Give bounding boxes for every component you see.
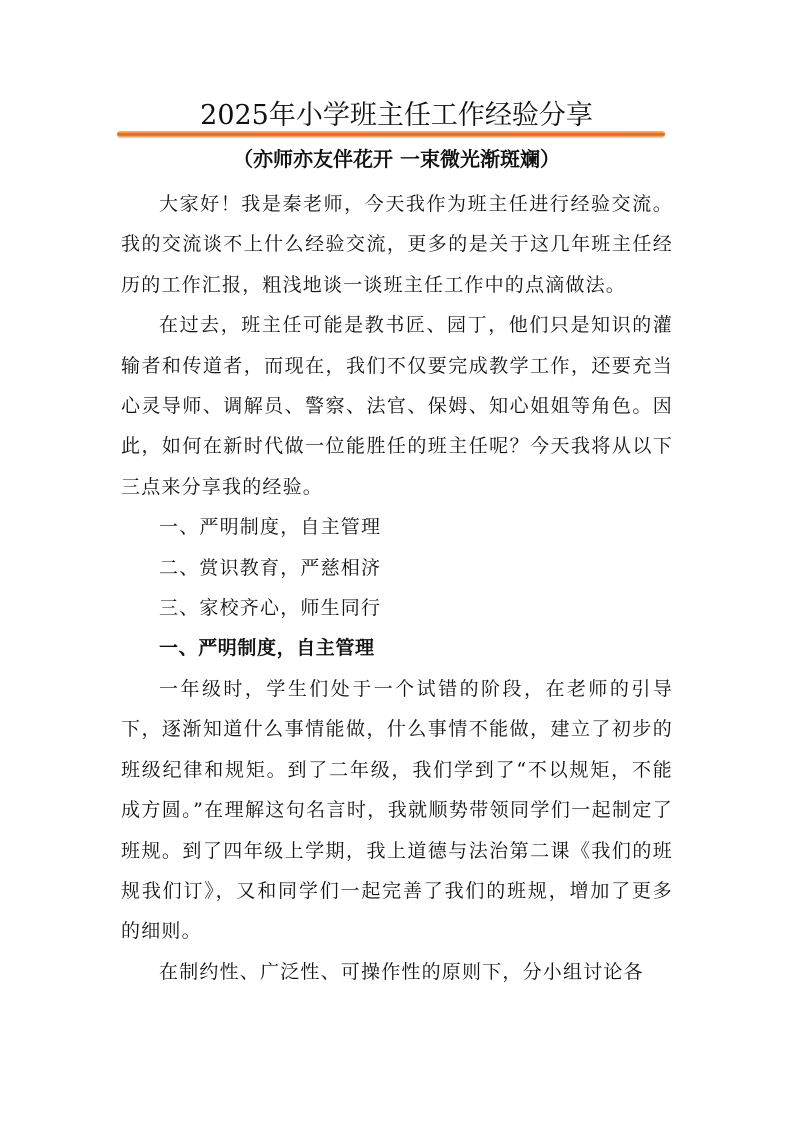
paragraph-section1-continued: 在制约性、广泛性、可操作性的原则下，分小组讨论各	[159, 960, 644, 983]
paragraph-greeting: 大家好！我是秦老师，今天我作为班主任进行经验交流。我的交流谈不上什么经验交流，更多的是关于这几年班主任经历的工作汇报，粗浅地谈一谈班主任工作中的点滴做法。	[121, 193, 673, 296]
outline-item-3: 三、家校齐心，师生同行	[159, 597, 382, 620]
title-underline-decoration	[117, 131, 665, 137]
document-title: 2025年小学班主任工作经验分享	[200, 100, 593, 131]
document-subtitle: （亦师亦友伴花开 一束微光渐斑斓）	[233, 147, 560, 171]
paragraph-introduction: 在过去，班主任可能是教书匠、园丁，他们只是知识的灌输者和传道者，而现在，我们不仅要完成教学工作，还要充当心灵导师、调解员、警察、法官、保姆、知心姐姐等角色。因此，如何在新时代做一位能胜任的班主任呢？今天我将从以下三点来分享我的经验。	[121, 314, 673, 498]
outline-item-1: 一、严明制度，自主管理	[159, 516, 382, 539]
outline-item-2: 二、赏识教育，严慈相济	[159, 556, 382, 579]
document-body	[121, 184, 673, 992]
paragraph-section1-body: 一年级时，学生们处于一个试错的阶段，在老师的引导下，逐渐知道什么事情能做，什么事情不能做，建立了初步的班级纪律和规矩。到了二年级，我们学到了“不以规矩，不能成方圆。”在理解这句名言时，我就顺势带领同学们一起制定了班规。到了四年级上学期，我上道德与法治第二课《我们的班规我们订》，又和同学们一起完善了我们的班规，增加了更多的细则。	[121, 677, 673, 943]
section-heading-1: 一、严明制度，自主管理	[159, 637, 375, 660]
